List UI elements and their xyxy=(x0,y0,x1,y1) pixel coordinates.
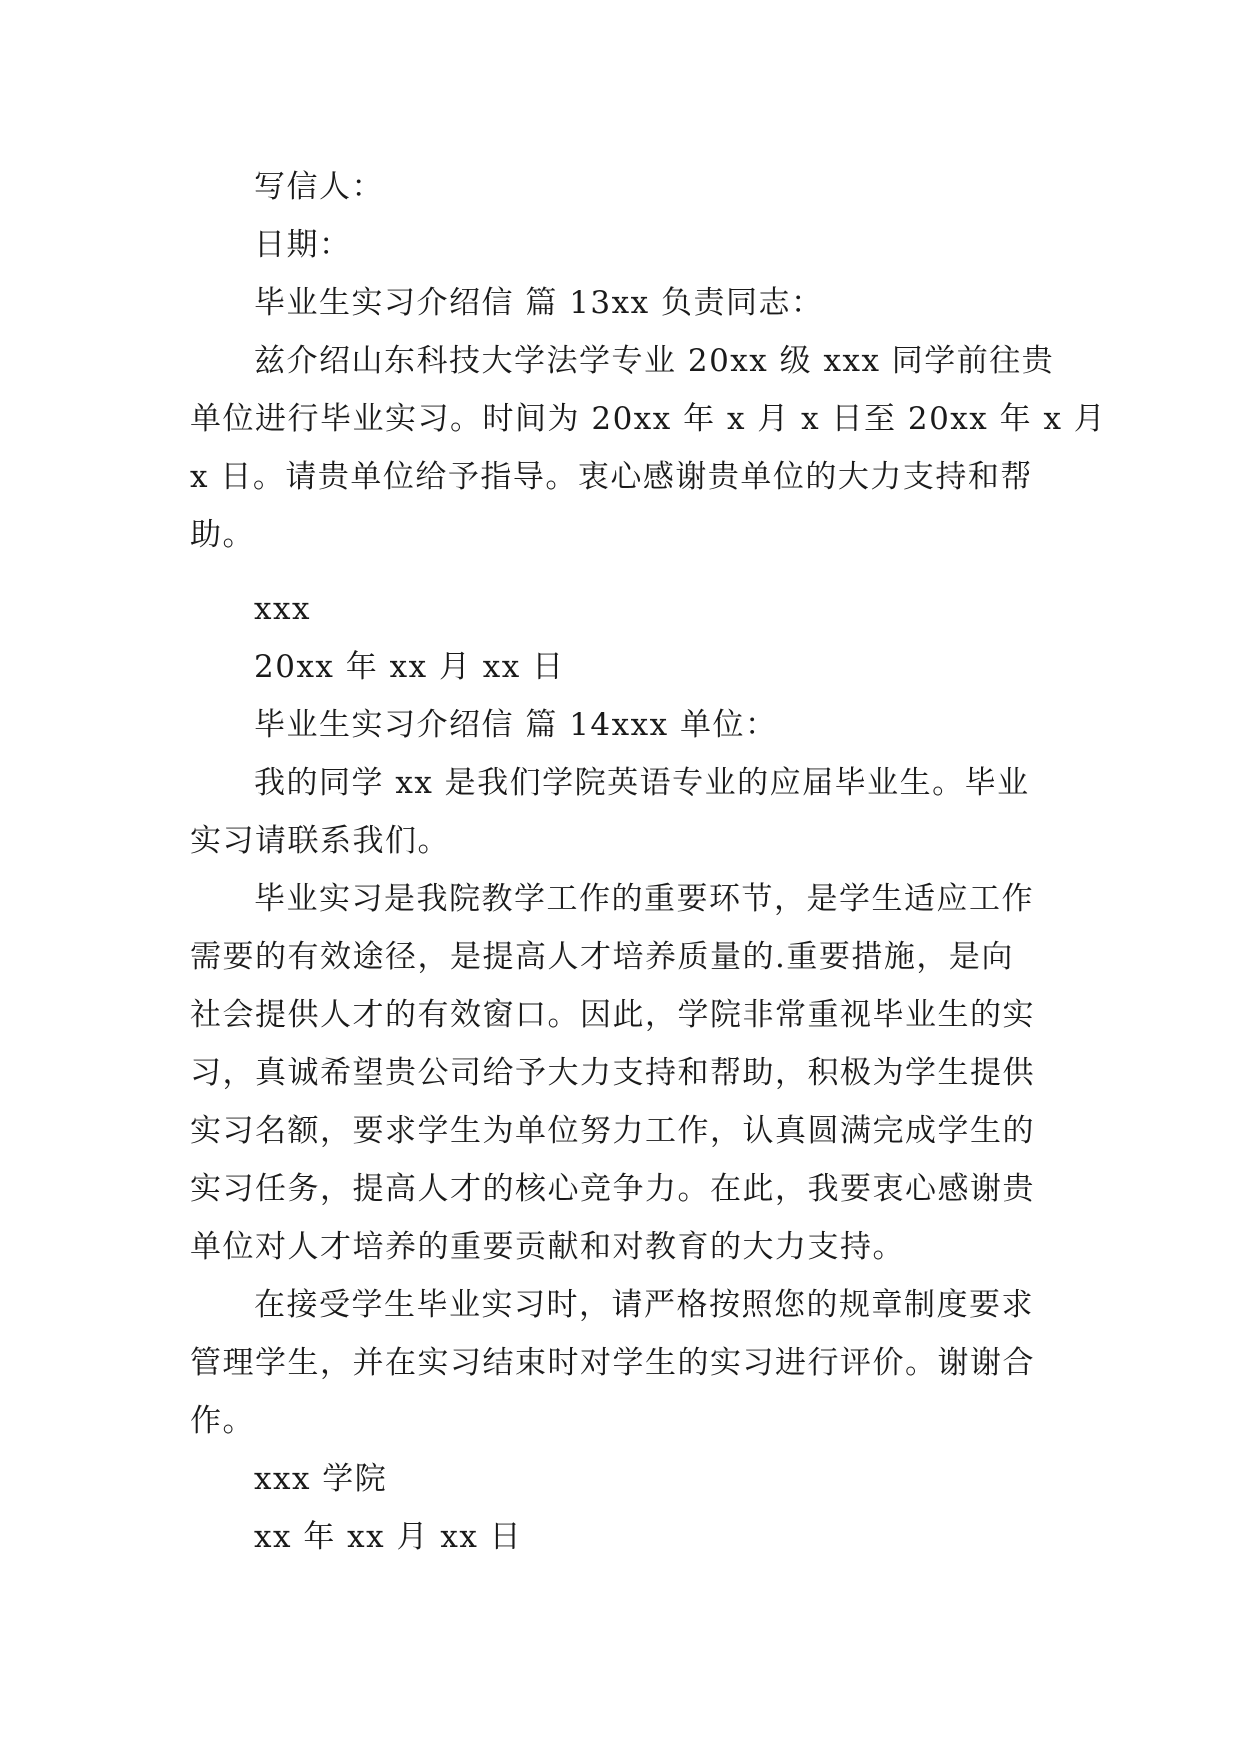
paragraph-internship-importance xyxy=(190,870,1052,1276)
paragraph-line: 助。 xyxy=(190,517,255,553)
paragraph-line: 我的同学 xx 是我们学院英语专业的应届毕业生。毕业 xyxy=(254,765,1030,801)
signature-line: xxx xyxy=(254,591,311,627)
paragraph-management-request xyxy=(190,1276,1052,1450)
paragraph-line: 实习任务，提高人才的核心竞争力。在此，我要衷心感谢贵 xyxy=(190,1171,1035,1207)
paragraph-line: 社会提供人才的有效窗口。因此，学院非常重视毕业生的实 xyxy=(190,997,1035,1033)
paragraph-line: 兹介绍山东科技大学法学专业 20xx 级 xxx 同学前往贵 xyxy=(254,343,1055,379)
paragraph-line: 毕业实习是我院教学工作的重要环节，是学生适应工作 xyxy=(254,881,1034,917)
paragraph-line: 实习名额，要求学生为单位努力工作，认真圆满完成学生的 xyxy=(190,1113,1035,1149)
signature-date-2: xx 年 xx 月 xx 日 xyxy=(254,1519,523,1555)
section-heading-13: 毕业生实习介绍信 篇 13xx 负责同志： xyxy=(254,285,824,321)
paragraph-introduction xyxy=(190,332,1107,564)
section-heading-14: 毕业生实习介绍信 篇 14xxx 单位： xyxy=(254,707,778,743)
paragraph-line: 实习请联系我们。 xyxy=(190,823,450,859)
signature-college: xxx 学院 xyxy=(254,1461,388,1497)
paragraph-line: 单位对人才培养的重要贡献和对教育的大力支持。 xyxy=(190,1229,905,1265)
signature-date: 20xx 年 xx 月 xx 日 xyxy=(254,649,565,685)
paragraph-line: 管理学生，并在实习结束时对学生的实习进行评价。谢谢合 xyxy=(190,1345,1035,1381)
paragraph-line: x 日。请贵单位给予指导。衷心感谢贵单位的大力支持和帮 xyxy=(190,459,1033,495)
paragraph-student xyxy=(190,754,1052,870)
paragraph-line: 需要的有效途径，是提高人才培养质量的.重要措施，是向 xyxy=(190,939,1014,975)
date-line: 日期： xyxy=(254,227,352,263)
paragraph-line: 作。 xyxy=(190,1403,255,1439)
writer-line: 写信人： xyxy=(254,169,384,205)
paragraph-line: 单位进行毕业实习。时间为 20xx 年 x 月 x 日至 20xx 年 x 月 xyxy=(190,401,1107,437)
paragraph-line: 习，真诚希望贵公司给予大力支持和帮助，积极为学生提供 xyxy=(190,1055,1035,1091)
paragraph-line: 在接受学生毕业实习时，请严格按照您的规章制度要求 xyxy=(254,1287,1034,1323)
letter-body xyxy=(190,158,1107,1566)
